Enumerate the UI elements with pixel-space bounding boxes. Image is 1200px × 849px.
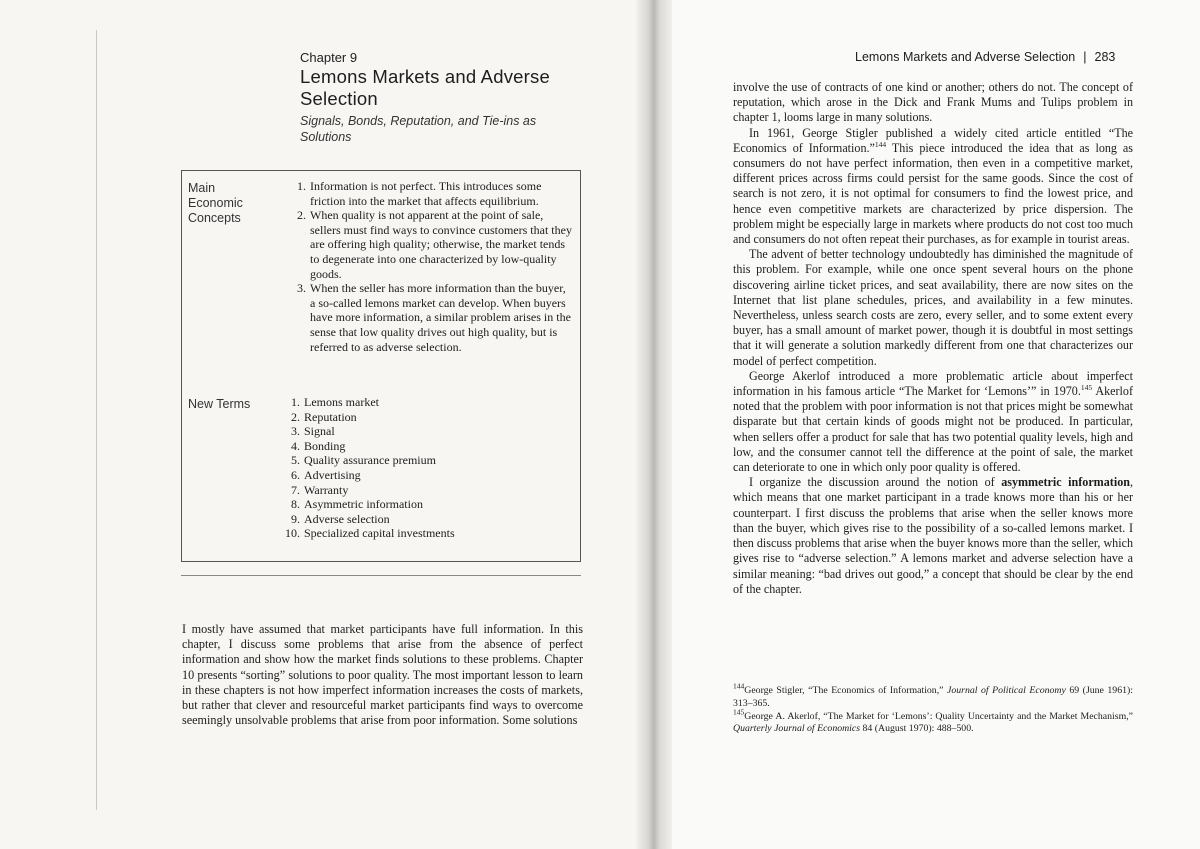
- page-edge: [96, 30, 97, 810]
- list-item: 2. Reputation: [291, 409, 357, 424]
- chapter-title: Lemons Markets and Adverse Selection: [300, 66, 550, 109]
- concepts-list: [284, 179, 574, 354]
- list-item: 9. Adverse selection: [291, 511, 390, 526]
- separator: |: [1083, 50, 1087, 64]
- list-item: 5. Quality assurance premium: [291, 453, 436, 468]
- body-text: [733, 80, 1133, 597]
- chapter-subtitle: Signals, Bonds, Reputation, and Tie-ins as Solutions: [300, 114, 537, 144]
- list-item: 3. Signal: [291, 424, 335, 439]
- paragraph: The advent of better technology undoubtedly has diminished the magnitude of this problem. For example, while one once spent several hours on the phone discovering airline ticket prices, and seat availability, there are now sites on the Internet that list plane schedules, prices, and availability in a few minutes. Nevertheless, unless search costs are zero, every seller, and to some extent every buyer, has a small amount of market power, though it is doubtful in most settings that it will generate a solution markedly different from one that characterizes our model of perfect competition.: [733, 247, 1133, 368]
- running-head: [855, 50, 1115, 64]
- list-item: 1. Information is not perfect. This introduces some friction into the market that affects equilibrium.: [297, 179, 542, 208]
- paragraph: George Akerlof introduced a more problematic article about imperfect information in his famous article “The Market for ‘Lemons’” in 1970.$^{145}$ Akerlof noted that the problem with poor information is not that prices might be somewhat disparate but that certain kinds of goods might not be produced. In particular, when sellers offer a product for sale that has two potential quality levels, high and low, and the consumer cannot tell the difference at the point of sale, the market can deteriorate to one in which only poor quality is offered.: [733, 368, 1133, 475]
- list-item: 1. Lemons market: [291, 395, 379, 409]
- box-bottom-rule: [181, 575, 581, 576]
- terms-list: [278, 395, 574, 541]
- footnote-ref: 144: [874, 139, 887, 149]
- list-item: 8. Asymmetric information: [291, 497, 423, 512]
- footnotes: [733, 681, 1133, 736]
- chapter-label: Chapter 9: [300, 50, 358, 65]
- paragraph: I organize the discussion around the notion of asymmetric information, which means that one market participant in a trade knows more than his or her counterpart. I first discuss the problems that arise when the seller knows more than the buyer, which gives rise to the possibility of a so-called lemons market. I then discuss problems that arise when the buyer knows more than the seller, which gives rise to “adverse selection.” A lemons market and adverse selection have a similar meaning: “bad drives out good,” a concept that should be clear by the end of the chapter.: [733, 475, 1133, 596]
- list-item: 10. Specialized capital investments: [285, 526, 455, 541]
- main-concepts-label: Main Economic Concepts: [188, 181, 243, 225]
- list-item: 6. Advertising: [291, 467, 361, 482]
- footnote: $^{144}$George Stigler, “The Economics of Information,” Journal of Political Economy 69 (June 1961): 313–365.: [733, 681, 1133, 709]
- paragraph: In 1961, George Stigler published a widely cited article entitled “The Economics of Information.”$^{144}$ This piece introduced the idea that as long as consumers do not have perfect information, then even in a competitive market, different prices across firms could persist for the same goods. Since the cost of search is not zero, it is not optimal for consumers to find the lowest price, and hence even competitive markets are characterized by price dispersion. The problem might be especially large in markets where products do not cost too much and consumers do not often repeat their purchases, as for example in tourist areas.: [733, 125, 1133, 247]
- new-terms-label: New Terms: [188, 397, 251, 411]
- list-item: 2. When quality is not apparent at the point of sale, sellers must find ways to convince customers that they are offering high quality; otherwise, the market tends to degenerate into one characterized by low-quality goods.: [297, 208, 572, 281]
- intro-paragraph: I mostly have assumed that market participants have full information. In this chapter, I discuss some problems that arise from the absence of perfect information and show how the market finds solutions to these problems. Chapter 10 presents “sorting” solutions to poor quality. The most important lesson to learn in these chapters is not how imperfect information increases the costs of markets, but rather that clever and resourceful market participants find ways to overcome seemingly unsolvable problems that arise from poor information. Some solutions: [182, 622, 583, 728]
- footnote-ref: 145: [1080, 383, 1093, 393]
- paragraph: involve the use of contracts of one kind or another; others do not. The concept of reputation, which arose in the Dick and Frank Mums and Tulips problem in chapter 1, looms large in many solutions.: [733, 80, 1133, 125]
- concepts-box: [181, 170, 581, 562]
- book-gutter: [636, 0, 672, 849]
- running-head-title: Lemons Markets and Adverse Selection: [855, 50, 1076, 64]
- key-term: asymmetric information: [1001, 475, 1130, 490]
- page-number: 283: [1094, 50, 1116, 64]
- list-item: 7. Warranty: [291, 482, 349, 497]
- list-item: 4. Bonding: [291, 438, 346, 453]
- list-item: 3. When the seller has more information than the buyer, a so-called lemons market can develop. When buyers have more information, a similar problem arises in the sense that low quality drives out high quality, but is referred to as adverse selection.: [297, 281, 571, 354]
- footnote: $^{145}$George A. Akerlof, “The Market for ‘Lemons’: Quality Uncertainty and the Market Mechanism,” Quarterly Journal of Economics 84 (August 1970): 488–500.: [733, 707, 1133, 735]
